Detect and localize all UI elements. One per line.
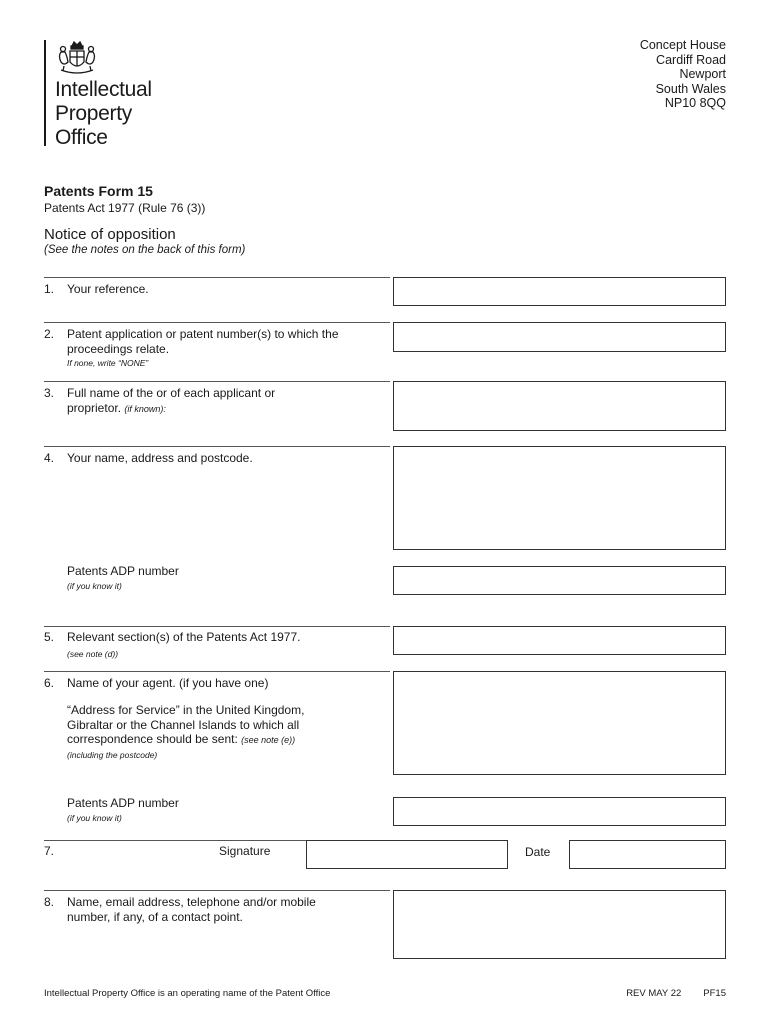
- q6-number: 6.: [44, 676, 55, 690]
- address-line: Concept House: [639, 38, 726, 52]
- q5-number: 5.: [44, 630, 55, 644]
- address-line: Cardiff Road: [656, 52, 726, 67]
- q8-number: 8.: [44, 895, 55, 909]
- footer-codes: [626, 988, 726, 999]
- q1-label: Your reference.: [67, 282, 149, 296]
- section-divider: [44, 277, 390, 278]
- revision-label: REV MAY 22: [626, 988, 682, 999]
- q2-note: If none, write “NONE”: [67, 358, 149, 368]
- sections-field[interactable]: [393, 626, 726, 655]
- q4-adp-note: (if you know it): [67, 580, 122, 591]
- logo-bar: [44, 40, 46, 146]
- q3-label-line2-row: [67, 401, 275, 417]
- address-line: NP10 8QQ: [664, 96, 726, 111]
- q7-number: 7.: [44, 844, 55, 858]
- q6-postcode-note: (including the postcode): [67, 749, 158, 760]
- notice-title: Notice of opposition: [44, 226, 176, 243]
- section-divider: [44, 381, 390, 382]
- date-label: Date: [525, 845, 551, 859]
- address-line: South Wales: [655, 81, 726, 96]
- q6-label: Name of your agent. (if you have one): [67, 676, 269, 690]
- q5-note: (see note (d)): [67, 648, 119, 659]
- section-divider: [44, 671, 390, 672]
- q2-number: 2.: [44, 327, 55, 341]
- section-divider: [44, 626, 390, 627]
- royal-crest-icon: [55, 40, 99, 78]
- org-name-line2: Property: [55, 102, 132, 125]
- q6-service-line1: “Address for Service” in the United Kingdom,: [67, 703, 305, 717]
- q1-number: 1.: [44, 282, 55, 296]
- q6-adp-note: (if you know it): [67, 812, 122, 823]
- org-name-line1: Intellectual: [55, 78, 152, 101]
- applicant-name-field[interactable]: [393, 381, 726, 431]
- q6-adp-number-field[interactable]: [393, 797, 726, 826]
- q6-service-line2: Gibraltar or the Channel Islands to which all: [67, 717, 300, 732]
- q2-label: [67, 327, 339, 371]
- notice-note: (See the notes on the back of this form): [44, 244, 246, 256]
- org-name-line3: Office: [55, 126, 108, 149]
- q2-label-line1: Patent application or patent number(s) to which the: [67, 327, 339, 341]
- address-line: Newport: [679, 67, 726, 82]
- q3-label-line1: Full name of the or of each applicant or: [67, 386, 276, 400]
- q4-adp-label-text: Patents ADP number: [67, 564, 179, 578]
- q4-adp-number-field[interactable]: [393, 566, 726, 595]
- q6-service-line3: correspondence should be sent:: [67, 732, 238, 746]
- form-act: Patents Act 1977 (Rule 76 (3)): [44, 201, 206, 215]
- agent-address-field[interactable]: [393, 671, 726, 775]
- q5-label-text: Relevant section(s) of the Patents Act 1977.: [67, 630, 301, 644]
- section-divider: [44, 446, 390, 447]
- form-code: PF15: [703, 988, 726, 999]
- q6-service-note: (see note (e)): [241, 735, 296, 745]
- q8-label-line1: Name, email address, telephone and/or mobile: [67, 895, 316, 909]
- section-divider: [44, 840, 306, 841]
- q3-label-line2: proprietor.: [67, 400, 122, 415]
- q6-service-label: [67, 703, 304, 762]
- q4-adp-label: [67, 564, 179, 593]
- q4-label: Your name, address and postcode.: [67, 451, 253, 465]
- form-title: Patents Form 15: [44, 183, 153, 199]
- office-address: [640, 38, 726, 111]
- contact-point-field[interactable]: [393, 890, 726, 959]
- patent-number-field[interactable]: [393, 322, 726, 352]
- your-name-address-field[interactable]: [393, 446, 726, 550]
- section-divider: [44, 322, 390, 323]
- q3-number: 3.: [44, 386, 55, 400]
- q5-label: [67, 630, 300, 661]
- reference-field[interactable]: [393, 277, 726, 306]
- q6-adp-label: [67, 796, 179, 825]
- q3-label: [67, 386, 275, 416]
- q6-service-line3-row: [67, 732, 304, 748]
- q8-label: [67, 895, 316, 924]
- q4-number: 4.: [44, 451, 55, 465]
- org-name: [55, 78, 152, 150]
- q8-label-line2: number, if any, of a contact point.: [67, 909, 243, 924]
- q2-label-line2: proceedings relate.: [67, 341, 170, 356]
- q3-note: (if known):: [124, 403, 166, 414]
- section-divider: [44, 890, 390, 891]
- footer-note: Intellectual Property Office is an operating name of the Patent Office: [44, 988, 331, 999]
- signature-field[interactable]: [306, 840, 508, 869]
- date-field[interactable]: [569, 840, 726, 869]
- signature-label: Signature: [219, 844, 271, 858]
- q6-adp-label-text: Patents ADP number: [67, 796, 179, 810]
